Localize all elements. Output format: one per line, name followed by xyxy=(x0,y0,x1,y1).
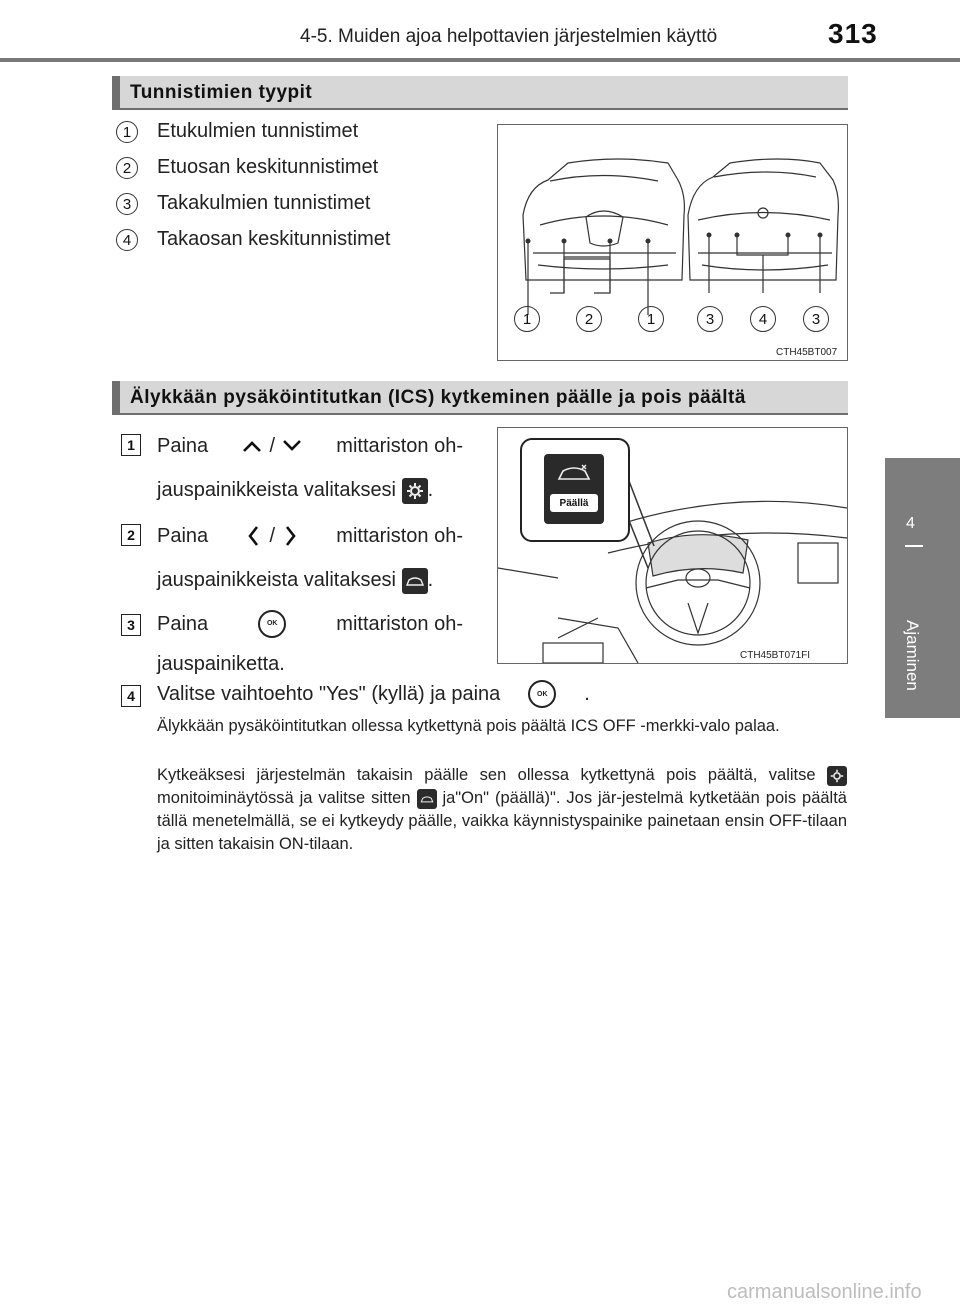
callout-1: 1 xyxy=(638,306,664,332)
callout-2: 2 xyxy=(576,306,602,332)
ok-button-icon: OK xyxy=(258,610,286,638)
section-title: 4-5. Muiden ajoa helpottavien järjestelmien käyttö xyxy=(300,26,718,47)
chapter-divider xyxy=(905,545,923,547)
ics-heading-bar xyxy=(112,381,848,415)
chapter-number: 4 xyxy=(906,515,915,532)
steering-display-figure xyxy=(497,427,848,664)
car-front-rear-illustration xyxy=(498,125,847,360)
chevron-up-icon xyxy=(241,439,263,453)
watermark: carmanualsonline.info xyxy=(727,1281,922,1303)
step-3-text: Paina OK mittariston oh- jauspainiketta. xyxy=(157,604,463,684)
ok-button-icon: OK xyxy=(528,680,556,708)
step-number: 1 xyxy=(121,434,141,456)
gear-icon xyxy=(402,478,428,504)
chapter-label: Ajaminen xyxy=(903,620,922,691)
step-2-text: Paina / mittariston oh- jauspainikkeista valitaksesi . xyxy=(157,514,463,602)
sensor-types-heading: Tunnistimien tyypit xyxy=(130,82,313,103)
note-reenable: Kytkeäksesi järjestelmän takaisin päälle sen ollessa kytkettynä pois päältä, valitse monitoiminäytössä ja valitse sitten ja"On" (päällä)". Jos jär-jestelmä kytketään pois päältä tällä menetelmällä, se ei kytkeydy päälle, vaikka käynnistyspainike painetaan ensin OFF-tilaan ja sitten takaisin ON-tilaan. xyxy=(157,766,847,853)
sensor-type-label: Etukulmien tunnistimet xyxy=(157,120,359,142)
callout-1: 1 xyxy=(514,306,540,332)
note-ics-off: Älykkään pysäköintitutkan ollessa kytkettynä pois päältä ICS OFF -merkki-valo palaa. xyxy=(157,717,780,735)
callout-3: 3 xyxy=(803,306,829,332)
car-sensor-icon xyxy=(402,568,428,594)
figure-code: CTH45BT071FI xyxy=(740,650,811,661)
item-number: 3 xyxy=(116,193,138,215)
gear-icon xyxy=(827,766,847,786)
callout-3: 3 xyxy=(697,306,723,332)
chevron-right-icon xyxy=(285,525,297,547)
on-label: Päällä xyxy=(550,494,598,512)
sensor-type-label: Etuosan keskitunnistimet xyxy=(157,156,379,178)
figure-code: CTH45BT007 xyxy=(776,347,838,358)
chevron-down-icon xyxy=(281,439,303,453)
page-number: 313 xyxy=(828,18,878,49)
step-1-text: Paina / mittariston oh- jauspainikkeista valitaksesi . xyxy=(157,424,463,512)
step-number: 4 xyxy=(121,685,141,707)
sensor-location-figure xyxy=(497,124,848,361)
chapter-tab xyxy=(885,458,960,718)
sensor-types-heading-bar xyxy=(112,76,848,110)
chevron-left-icon xyxy=(247,525,259,547)
car-sensor-icon xyxy=(417,789,437,809)
step-4-text: Valitse vaihtoehto "Yes" (kyllä) ja paina OK . xyxy=(157,680,590,708)
ics-heading: Älykkään pysäköintitutkan (ICS) kytkeminen päälle ja pois päältä xyxy=(130,387,746,408)
header-rule xyxy=(0,58,960,62)
display-callout xyxy=(520,438,630,542)
car-sensor-icon xyxy=(556,462,592,484)
step-number: 2 xyxy=(121,524,141,546)
item-number: 2 xyxy=(116,157,138,179)
sensor-type-label: Takaosan keskitunnistimet xyxy=(157,228,391,250)
item-number: 1 xyxy=(116,121,138,143)
ics-display-tile xyxy=(544,454,604,524)
sensor-type-label: Takakulmien tunnistimet xyxy=(157,192,371,214)
item-number: 4 xyxy=(116,229,138,251)
step-number: 3 xyxy=(121,614,141,636)
callout-4: 4 xyxy=(750,306,776,332)
